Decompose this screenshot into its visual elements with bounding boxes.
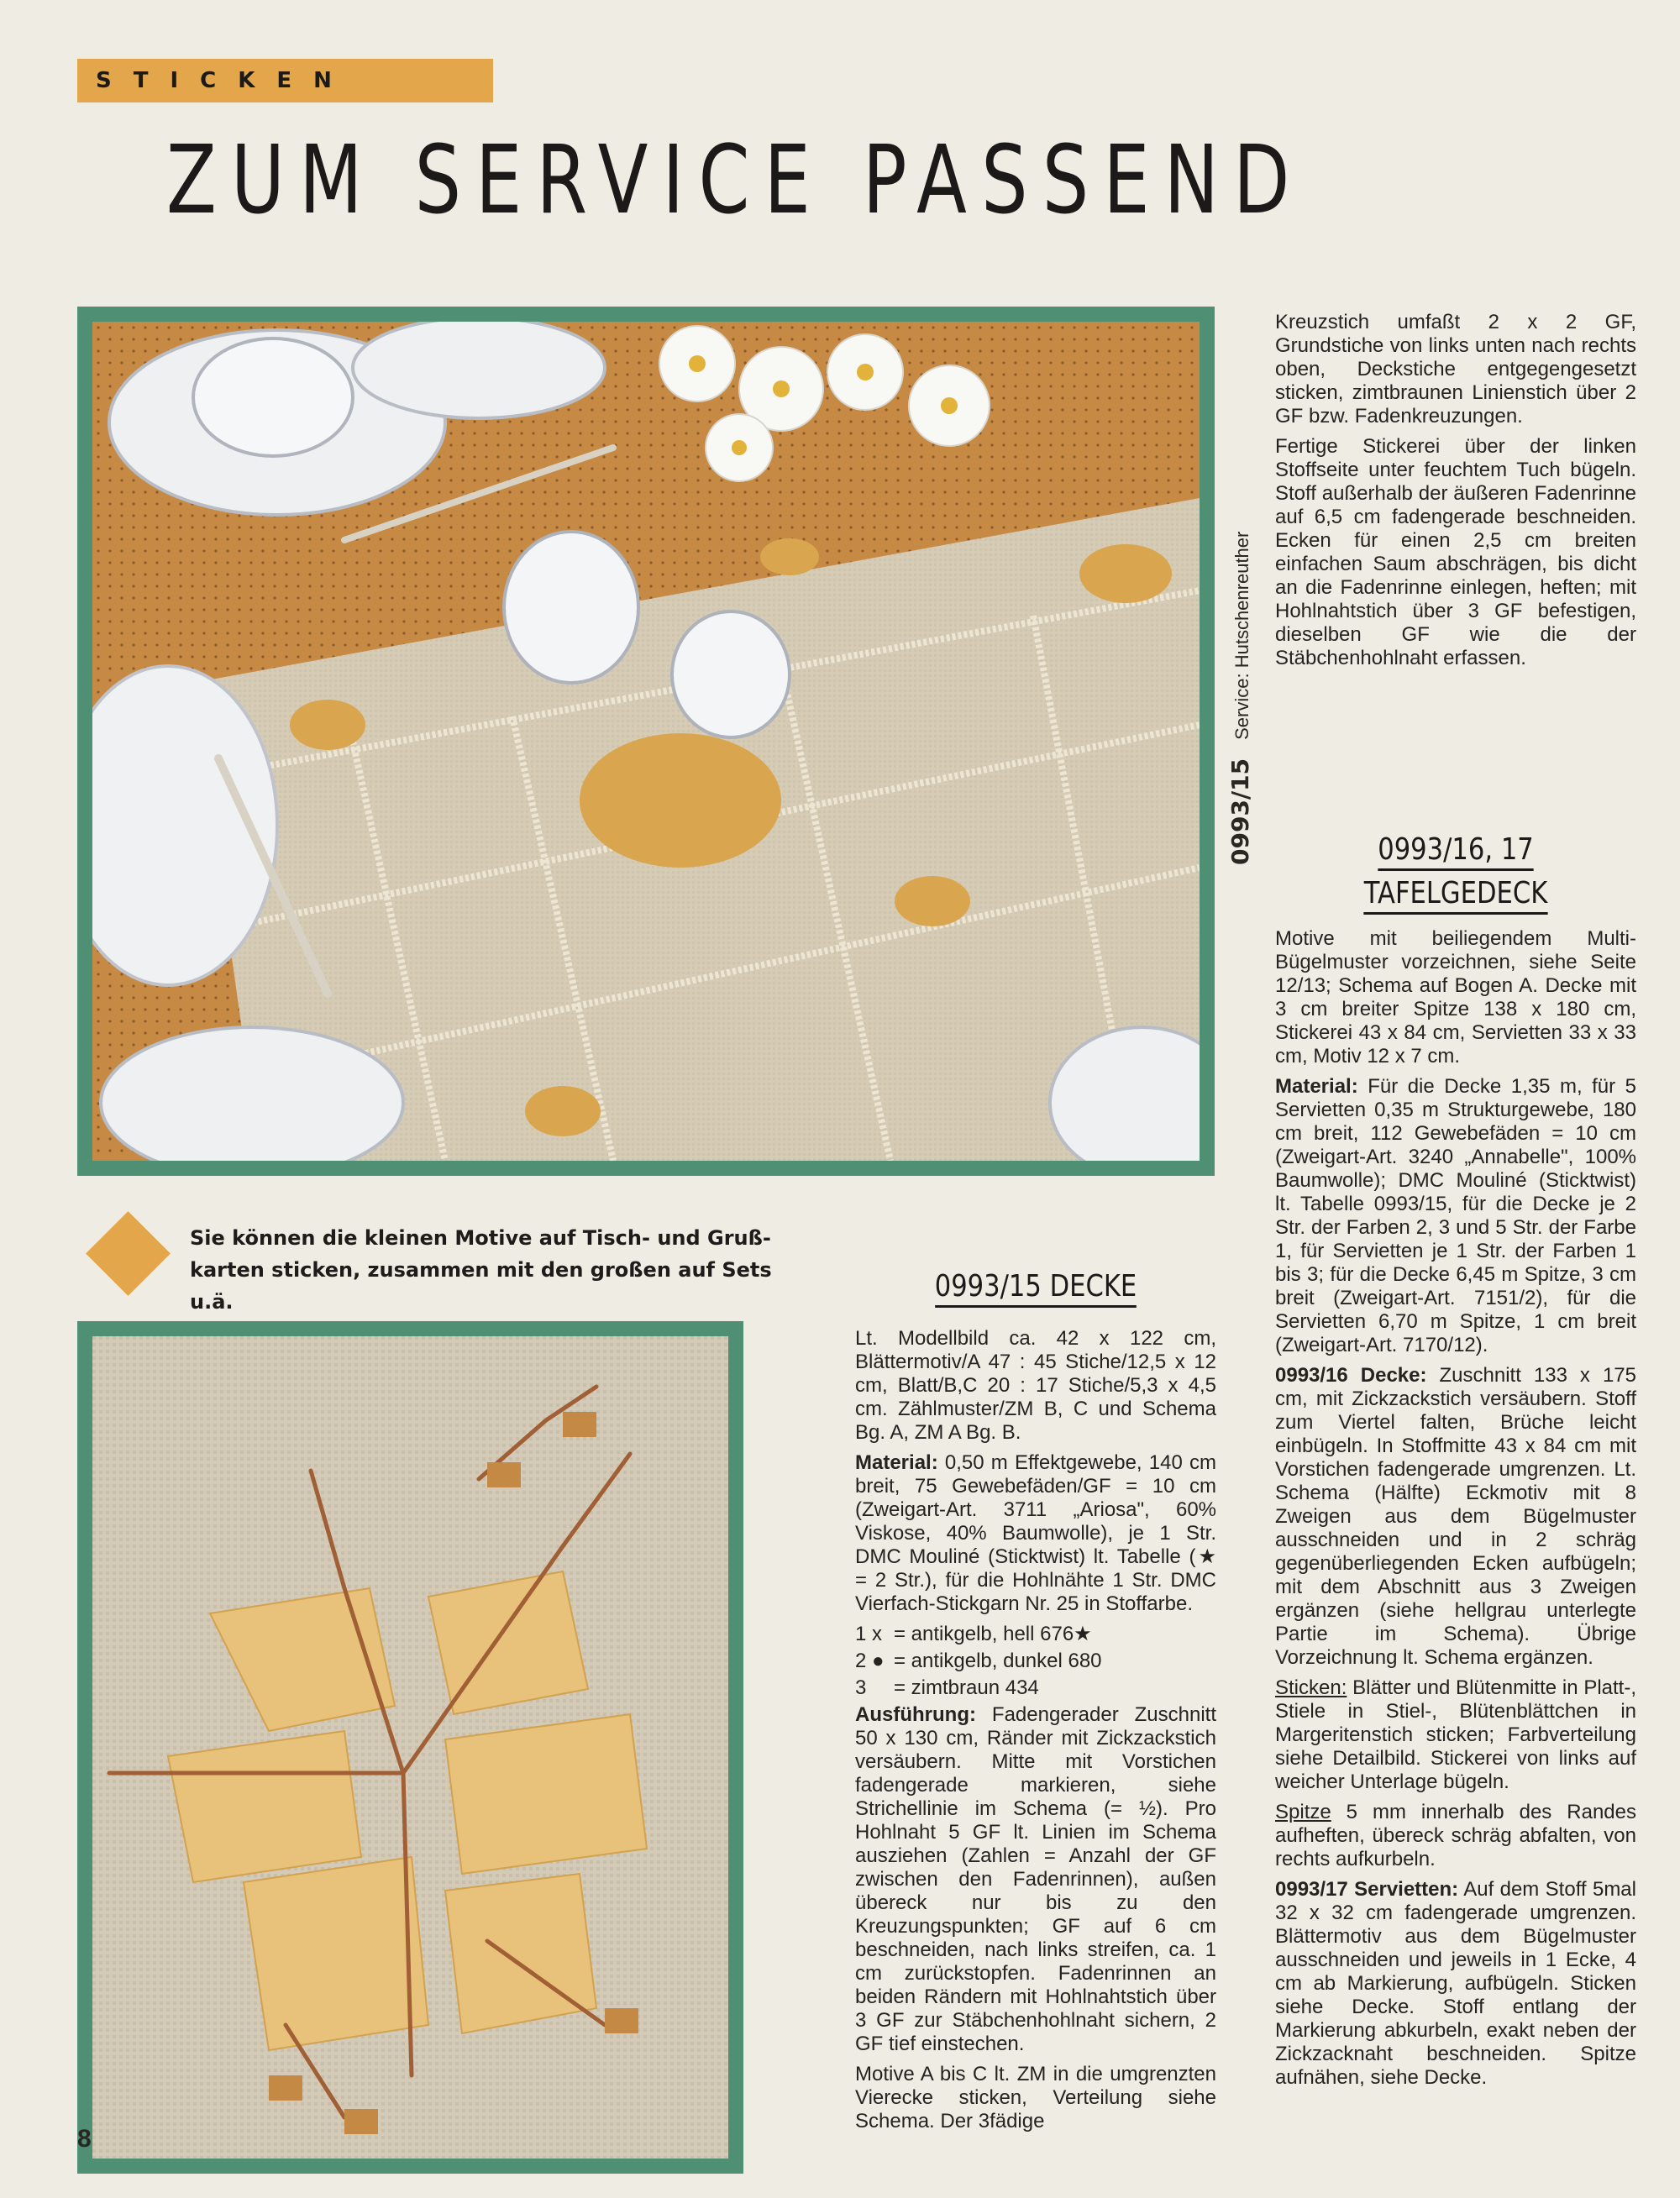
page-title: ZUM SERVICE PASSEND (166, 126, 1305, 235)
tafelgedeck-material (1275, 1075, 1636, 1357)
table-setting-illustration (92, 322, 1200, 1161)
legend-key: 1 x (855, 1623, 883, 1645)
decke-material-text: 0,50 m Effektgewebe, 140 cm breit, 75 Gewebefäden/GF = 10 cm (Zweigart-Art. 3711 „Ariosa", 60% Viskose, 40% Baumwolle), je 1 Str. DMC Mouliné (Sticktwist) lt. Tabelle (★ = 2 Str.), für die Hohlnähte 1 Str. DMC Vierfach-Stickgarn Nr. 25 in Stoffarbe. (855, 1451, 1216, 1615)
tafelgedeck-servietten (1275, 1878, 1636, 2090)
photo-credit (1226, 529, 1254, 865)
legend-row-3 (855, 1676, 1216, 1700)
decke-instructions (855, 1268, 1216, 2140)
legend-text: = antikgelb, hell 676★ (894, 1623, 1092, 1645)
tafelgedeck-heading-code-text: 0993/16, 17 (1378, 832, 1534, 871)
legend-text: = zimtbraun 434 (894, 1676, 1039, 1699)
decke-ausfuehrung (855, 1703, 1216, 2056)
tafelgedeck-spitze-label: Spitze (1275, 1801, 1331, 1823)
tafelgedeck-sticken (1275, 1676, 1636, 1794)
continuation-paragraph-2: Fertige Stickerei über der linken Stoffseite unter feuchtem Tuch bügeln. Stoff außerhalb der äußeren Fadenrinne auf 6,5 cm fadengerade beschneiden. Ecken für einen 2,5 cm breiten einfachen Saum abschrägen, bis dicht an die Fadenrinne einlegen, heften; mit Hohlnahtstich über 3 GF befestigen, dieselben GF wie die der Stäbchenhohlnaht erfassen. (1275, 435, 1636, 669)
tafelgedeck-intro: Motive mit beiliegendem Multi-Bügelmuster vorzeichnen, siehe Seite 12/13; Schema auf Bogen A. Decke mit 3 cm breiter Spitze 138 x 180 cm, Stickerei 43 x 84 cm, Servietten 33 x 33 cm, Motiv 12 x 7 cm. (1275, 927, 1636, 1068)
decke-motive: Motive A bis C lt. ZM in die umgrenzten Vierecke sticken, Verteilung siehe Schema. Der 3fädige (855, 2063, 1216, 2132)
legend-row-1 (855, 1623, 1216, 1646)
legend-key: 2 ● (855, 1650, 885, 1672)
embroidery-detail-illustration (92, 1336, 728, 2159)
tafelgedeck-heading-code (1302, 831, 1609, 868)
decke-material (855, 1451, 1216, 1616)
section-kicker: STICKEN (77, 59, 493, 102)
decke-ausfuehrung-label: Ausführung: (855, 1703, 976, 1726)
photo-caption: Sie können die kleinen Motive auf Tisch- und Gruß-karten sticken, zusammen mit den großen auf Sets u.ä. (190, 1226, 772, 1314)
photo-credit-code: 0993/15 (1226, 758, 1254, 865)
color-legend (855, 1623, 1216, 1700)
legend-key: 3 (855, 1676, 867, 1699)
decke-heading (882, 1268, 1189, 1305)
legend-row-2 (855, 1650, 1216, 1673)
tafelgedeck-spitze-text: 5 mm innerhalb des Randes aufheften, übereck schräg abfalten, von rechts aufkurbeln. (1275, 1801, 1636, 1870)
legend-text: = antikgelb, dunkel 680 (894, 1650, 1102, 1672)
decke-material-label: Material: (855, 1451, 938, 1474)
tafelgedeck-servietten-label: 0993/17 Servietten: (1275, 1878, 1459, 1901)
diamond-bullet-icon (84, 1209, 172, 1298)
decke-heading-text: 0993/15 DECKE (935, 1269, 1137, 1308)
tafelgedeck-decke (1275, 1364, 1636, 1670)
tafelgedeck-sticken-text: Blätter und Blütenmitte in Platt-, Stiele in Stiel-, Blütenblättchen in Margeritenstich sticken; Farbverteilung siehe Detailbild. Stickerei von links auf weicher Unterlage bügeln. (1275, 1676, 1636, 1793)
tafelgedeck-sticken-label: Sticken: (1275, 1676, 1347, 1699)
photo-credit-service: Service: Hutschenreuther (1231, 531, 1252, 740)
embroidery-detail-photo (77, 1321, 743, 2174)
decke-ausfuehrung-text: Fadengerader Zuschnitt 50 x 130 cm, Ränder mit Zickzackstich versäubern. Mitte mit Vorstichen fadengerade markieren, siehe Strichellinie im Schema (= ½). Pro Hohlnaht 5 GF lt. Linien im Schema ausziehen (Zahlen = Anzahl der GF zwischen den Fadenrinnen), außen übereck nur bis zu den Kreuzungspunkten; GF auf 6 cm beschneiden, nach links streifen, ca. 1 cm zurückstopfen. Fadenrinnen an beiden Rändern mit Hohlnahtstich über 3 GF zur Stäbchenhohlnaht sichern, 2 GF tief einstechen. (855, 1703, 1216, 2055)
tafelgedeck-spitze (1275, 1801, 1636, 1871)
page-number: 8 (77, 2125, 92, 2153)
tafelgedeck-decke-label: 0993/16 Decke: (1275, 1364, 1427, 1387)
tafelgedeck-heading-title (1302, 875, 1609, 912)
tafelgedeck-heading-title-text: TAFELGEDECK (1364, 876, 1548, 915)
tafelgedeck-instructions (1275, 831, 1636, 2096)
decke-intro: Lt. Modellbild ca. 42 x 122 cm, Blättermotiv/A 47 : 45 Stiche/12,5 x 12 cm, Blatt/B,C 20 : 17 Stiche/5,3 x 4,5 cm. Zählmuster/ZM B, C und Schema Bg. A, ZM A Bg. B. (855, 1327, 1216, 1444)
tafelgedeck-decke-text: Zuschnitt 133 x 175 cm, mit Zickzackstich versäubern. Stoff zum Viertel falten, Brüche leicht einbügeln. In Stoffmitte 43 x 84 cm mit Vorstichen fadengerade umgrenzen. Lt. Schema (Hälfte) Eckmotiv mit 8 Zweigen aus dem Bügelmuster ausschneiden und in 2 schräg gegenüberliegenden Ecken aufbügeln; mit dem Abschnitt aus 3 Zweigen ergänzen (siehe hellgrau unterlegte Partie im Schema). Übrige Vorzeichnung lt. Schema ergänzen. (1275, 1364, 1636, 1669)
tafelgedeck-material-label: Material: (1275, 1075, 1358, 1098)
table-setting-photo (77, 307, 1215, 1176)
continuation-paragraph-1: Kreuzstich umfaßt 2 x 2 GF, Grundstiche von links unten nach rechts oben, Deckstiche entgegengesetzt sticken, zimtbraunen Linienstich über 2 GF bzw. Fadenkreuzungen. (1275, 311, 1636, 428)
tafelgedeck-servietten-text: Auf dem Stoff 5mal 32 x 32 cm fadengerade umgrenzen. Blättermotiv aus dem Bügelmuster ausschneiden und jeweils in 1 Ecke, 4 cm ab Markierung, aufbügeln. Sticken siehe Decke. Stoff entlang der Markierung abkurbeln, exakt neben der Zickzacknaht beschneiden. Spitze aufnähen, siehe Decke. (1275, 1878, 1636, 2089)
tafelgedeck-material-text: Für die Decke 1,35 m, für 5 Servietten 0,35 m Strukturgewebe, 180 cm breit, 112 Gewebefäden = 10 cm (Zweigart-Art. 3240 „Annabelle", 100% Baumwolle); DMC Mouliné (Sticktwist) lt. Tabelle 0993/15, für die Decke je 2 Str. der Farben 2, 3 und 5 Str. der Farbe 1, für Servietten je 1 Str. der Farben 1 bis 3; für die Decke 6,45 m Spitze, 3 cm breit (Zweigart-Art. 7151/2), für die Servietten 6,70 m Spitze, 1 cm breit (Zweigart-Art. 7170/12). (1275, 1075, 1636, 1356)
decke-continuation (1275, 311, 1636, 677)
